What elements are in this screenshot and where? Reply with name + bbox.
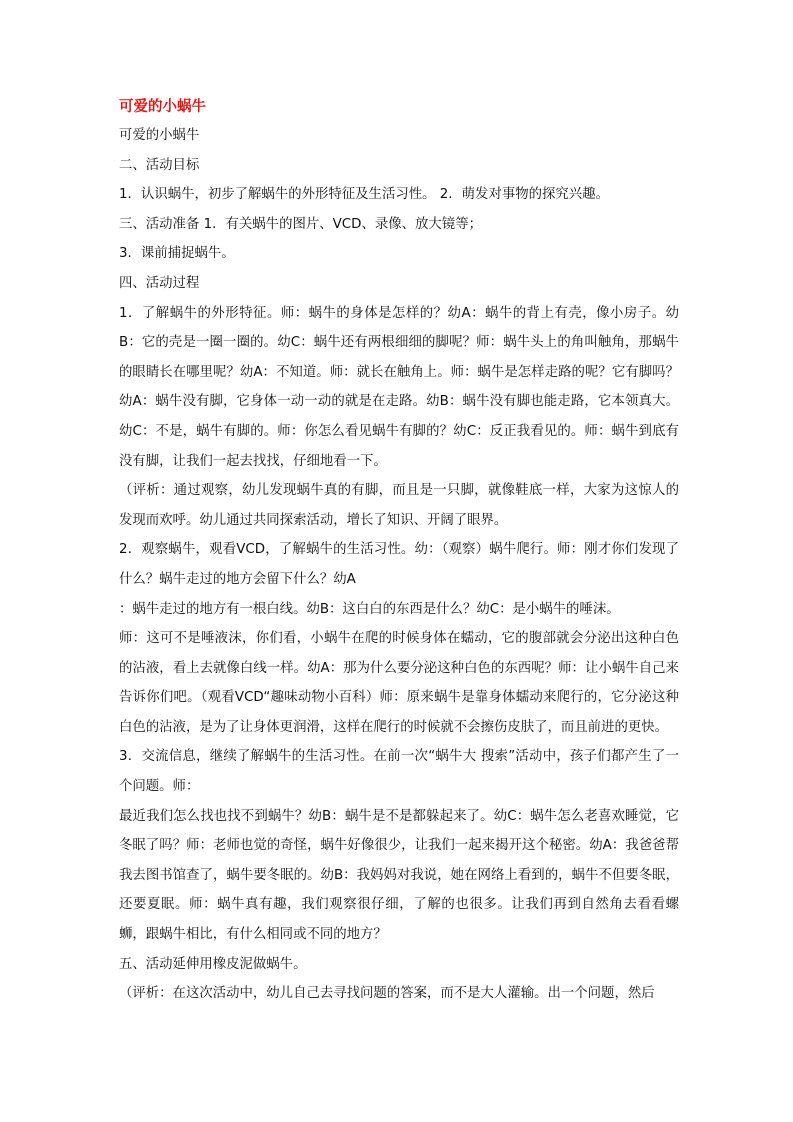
document-body [119,94,679,1009]
paragraph-section-goals-heading: 二、活动目标 [119,157,200,173]
paragraph-process-heading: 四、活动过程 [119,275,200,291]
paragraph-goals: 1．认识蜗牛，初步了解蜗牛的外形特征及生活习性。 2．萌发对事物的探究兴趣。 [119,187,609,203]
paragraph-extension: 五、活动延伸用橡皮泥做蜗牛。 [119,956,307,972]
paragraph-preparation-item-3: 3．课前捕捉蜗牛。 [119,246,235,262]
document-title: 可爱的小蜗牛 [119,99,206,115]
paragraph-process-step-2-cont: ：蜗牛走过的地方有一根白线。幼B：这白白的东西是什么？幼C：是小蜗牛的唾沫。 [119,601,620,617]
paragraph-comment-1: （评析：通过观察，幼儿发现蜗牛真的有脚，而且是一只脚，就像鞋底一样，大家为这惊人的发现而欢呼。幼儿通过共同探索活动，增长了知识、开阔了眼界。 [119,483,679,528]
paragraph-process-step-3-dialog: 最近我们怎么找也找不到蜗牛？幼B：蜗牛是不是都躲起来了。幼C：蜗牛怎么老喜欢睡觉，它冬眠了吗？师：老师也觉的奇怪，蜗牛好像很少，让我们一起来揭开这个秘密。幼A：我爸爸帮我去图书馆查了，蜗牛要冬眠的。幼B：我妈妈对我说，她在网络上看到的，蜗牛不但要冬眠，还要夏眠。师：蜗牛真有趣，我们观察很仔细，了解的也很多。让我们再到自然角去看看螺蛳，跟蜗牛相比，有什么相同或不同的地方？ [119,808,679,943]
paragraph-comment-2: （评析：在这次活动中，幼儿自己去寻找问题的答案，而不是大人灌输。出一个问题，然后 [119,986,655,1002]
paragraph-process-step-1: 1．了解蜗牛的外形特征。师：蜗牛的身体是怎样的？幼A：蜗牛的背上有壳，像小房子。幼B：它的壳是一圈一圈的。幼C：蜗牛还有两根细细的脚呢？师：蜗牛头上的角叫触角，那蜗牛的眼睛长在哪里呢？幼A：不知道。师：就长在触角上。师：蜗牛是怎样走路的呢？它有脚吗？幼A：蜗牛没有脚，它身体一动一动的就是在走路。幼B：蜗牛没有脚也能走路，它本领真大。幼C：不是，蜗牛有脚的。师：你怎么看见蜗牛有脚的？幼C：反正我看见的。师：蜗牛到底有没有脚，让我们一起去找找，仔细地看一下。 [119,305,679,469]
paragraph-process-step-2-teacher: 师：这可不是唾液沫，你们看，小蜗牛在爬的时候身体在蠕动，它的腹部就会分泌出这种白色的沾液，看上去就像白线一样。幼A：那为什么要分泌这种白色的东西呢？师：让小蜗牛自己来告诉你们吧。（观看VCD“趣味动物小百科）师：原来蜗牛是靠身体蠕动来爬行的，它分泌这种白色的沾液，是为了让身体更润滑，这样在爬行的时候就不会擦伤皮肤了，而且前进的更快。 [119,631,679,735]
paragraph-process-step-2: 2．观察蜗牛，观看VCD，了解蜗牛的生活习性。幼：（观察）蜗牛爬行。师：刚才你们发现了什么？蜗牛走过的地方会留下什么？幼A [119,542,679,587]
paragraph-subtitle: 可爱的小蜗牛 [119,128,200,143]
paragraph-preparation: 三、活动准备 1．有关蜗牛的图片、VCD、录像、放大镜等； [119,216,482,232]
paragraph-process-step-3: 3．交流信息，继续了解蜗牛的生活习性。在前一次“蜗牛大 搜索”活动中，孩子们都产生了一个问题。师： [119,749,679,795]
